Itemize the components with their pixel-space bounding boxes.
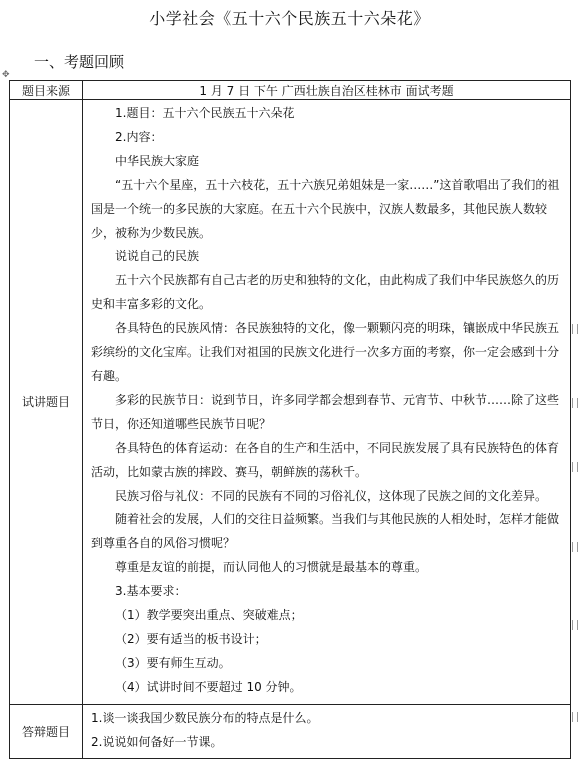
defense-label: 答辩题目: [10, 704, 83, 759]
trial-list-item: 2.内容：: [115, 129, 163, 144]
trial-row: [10, 100, 571, 705]
margin-marker: [572, 324, 578, 334]
trial-paragraph: 尊重是友谊的前提，而认同他人的习惯就是最基本的尊重。: [115, 560, 428, 575]
trial-content-cell: [83, 100, 571, 705]
trial-paragraph: 随着社会的发展，人们的交往日益频繁。当我们与其他民族的人相处时，怎样才能做到尊重各自的风俗习惯呢？: [91, 512, 560, 551]
section-heading: 一、考题回顾: [34, 53, 125, 71]
trial-paragraph: 各具特色的民族风情：各民族独特的文化，像一颗颗闪亮的明珠，镶嵌成中华民族五彩缤纷的文化宝库。让我们对祖国的民族文化进行一次多方面的考察，你一定会感到十分有趣。: [91, 321, 560, 383]
margin-marker: [572, 620, 578, 630]
trial-paragraph: 民族习俗与礼仪：不同的民族有不同的习俗礼仪，这体现了民族之间的文化差异。: [115, 488, 548, 503]
table-move-handle-icon[interactable]: ✥: [2, 70, 10, 80]
trial-paragraph: 五十六个民族都有自己古老的历史和独特的文化，由此构成了我们中华民族悠久的历史和丰富多彩的文化。: [91, 273, 560, 312]
trial-content: [83, 100, 570, 704]
defense-question: 2.说说如何备好一节课。: [91, 734, 223, 749]
defense-question: 1.谈一谈我国少数民族分布的特点是什么。: [91, 710, 319, 725]
margin-marker: [572, 542, 578, 552]
trial-paragraph: 说说自己的民族: [115, 249, 200, 264]
trial-list-item: 3.基本要求：: [115, 584, 187, 599]
trial-list-item: （3）要有师生互动。: [115, 655, 231, 670]
trial-list-item: 1.题目：五十六个民族五十六朵花: [115, 106, 295, 120]
source-row: [10, 81, 571, 100]
margin-marker: [572, 712, 578, 722]
trial-label: 试讲题目: [10, 100, 83, 705]
trial-paragraph: 中华民族大家庭: [115, 153, 200, 168]
margin-marker: [572, 462, 578, 472]
trial-list-item: （4）试讲时间不要超过 10 分钟。: [115, 679, 302, 694]
document-title: 小学社会《五十六个民族五十六朵花》: [149, 9, 430, 28]
trial-paragraph: “五十六个星座，五十六枝花，五十六族兄弟姐妹是一家……”这首歌唱出了我们的祖国是一个统一的多民族的大家庭。在五十六个民族中，汉族人数最多，其他民族人数较少，被称为少数民族。: [91, 177, 560, 240]
margin-marker: [572, 398, 578, 408]
trial-list-item: （1）教学要突出重点、突破难点；: [115, 608, 303, 623]
source-value: 1 月 7 日 下午 广西壮族自治区桂林市 面试考题: [83, 81, 571, 100]
exam-table: [9, 80, 571, 759]
source-label: 题目来源: [10, 81, 83, 100]
trial-list-item: （2）要有适当的板书设计；: [115, 631, 267, 646]
trial-paragraph: 各具特色的体育运动：在各自的生产和生活中，不同民族发展了具有民族特色的体育活动，比如蒙古族的摔跤、赛马，朝鲜族的荡秋千。: [91, 440, 560, 479]
trial-paragraph: 多彩的民族节日：说到节日，许多同学都会想到春节、元宵节、中秋节……除了这些节日，你还知道哪些民族节日呢？: [91, 392, 560, 431]
